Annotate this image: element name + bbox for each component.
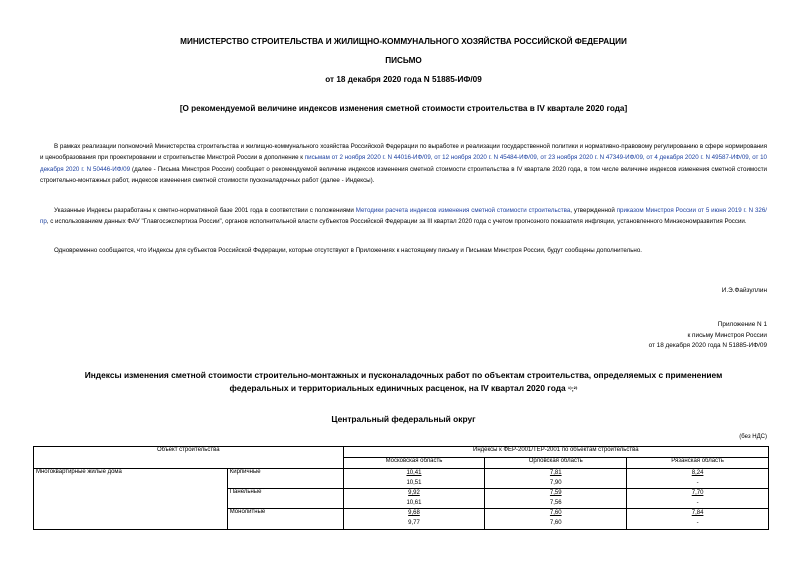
index-value: - <box>696 519 699 526</box>
value-cell <box>485 469 627 489</box>
paragraph-intro <box>40 141 767 186</box>
index-value: 7,56 <box>549 499 562 506</box>
methodology-link[interactable]: Методики расчета индексов изменения сметной стоимости строительства <box>355 207 571 214</box>
appendix-line-3: от 18 декабря 2020 года N 51885-ИФ/09 <box>648 342 767 349</box>
district-title: Центральный федеральный округ <box>331 414 476 424</box>
index-value: 7,84 <box>691 510 704 517</box>
index-value: 9,77 <box>408 519 420 526</box>
paragraph-text: (далее - Письма Минстроя России) сообщает о рекомендуемой величине индексов изменения сметной стоимости строительства в IV квартале 2020 года, в том числе величине индексов изменения сметной стоимости строительно-монтажных работ, индексов изменения сметной стоимости пусконаладочных работ (далее - Индексы). <box>40 165 767 184</box>
index-value: 9,68 <box>408 510 420 517</box>
region-ryazan: Рязанская область <box>627 458 769 469</box>
table-row <box>34 469 769 489</box>
index-table <box>33 446 769 530</box>
signature: И.Э.Файзуллин <box>721 287 767 294</box>
paragraph-text: В рамках реализации полномочий Министерства строительства и жилищно-коммунального хозяйства Российской Федерации по выработке и реализации государственной политики и нормативно-правовому регулированию в сфере нормирования и ценообразования при проектировании и строительстве Минстрой России в дополнение к <box>40 143 767 162</box>
header-object: Объект строительства <box>34 447 344 469</box>
appendix-line-1: Приложение N 1 <box>717 321 767 328</box>
value-cell <box>343 469 485 489</box>
building-type: Монолитные <box>227 509 343 529</box>
appendix-title <box>60 369 747 396</box>
order-link[interactable]: приказом Минстроя России от 5 июня 2019 г. N 326/пр <box>40 207 768 226</box>
paragraph-text: , с использованием данных ФАУ "Главгосэкспертиза России", органов исполнительной власти субъектов Российской Федерации за III квартал 2020 года с учетом прогнозного показателя инфляции, установленного Минэкономразвития России. <box>46 218 747 226</box>
paragraph-notice: Одновременно сообщается, что Индексы для субъектов Российской Федерации, которые отсутствуют в Приложениях к настоящему письму и Письмам Минстроя России, будут сообщены дополнительно. <box>54 247 643 254</box>
paragraph-text: Указанные Индексы разработаны к сметно-нормативной базе 2001 года в соответствии с положениями <box>54 207 356 214</box>
document-type: ПИСЬМО <box>385 56 422 65</box>
value-cell <box>627 489 769 509</box>
index-value: 9,92 <box>408 490 420 497</box>
value-cell <box>485 509 627 529</box>
building-type: Кирпичные <box>227 469 343 489</box>
region-orel: Орловская область <box>485 458 627 469</box>
paragraph-methodology <box>40 205 767 228</box>
building-type: Панельные <box>227 489 343 509</box>
appendix-title-text: Индексы изменения сметной стоимости строительно-монтажных и пусконаладочных работ по объектам строительства, определяемых с применением федеральных и территориальных единичных расценок, на IV квартал 2020 года <box>84 370 723 393</box>
document-subject: [О рекомендуемой величине индексов изменения сметной стоимости строительства в IV квартале 2020 года] <box>179 104 628 113</box>
index-value: - <box>696 479 699 486</box>
index-value: 10,41 <box>406 470 422 476</box>
object-name: Многоквартирные жилые дома <box>34 469 228 530</box>
index-value: 7,60 <box>549 510 562 517</box>
value-cell <box>485 489 627 509</box>
index-value: 8,24 <box>691 470 704 476</box>
value-cell <box>627 469 769 489</box>
value-cell <box>343 509 485 529</box>
paragraph-text: , утвержденной <box>570 207 617 214</box>
header-indexes: Индексы к ФЕР-2001/ТЕР-2001 по объектам строительства <box>343 447 768 458</box>
vat-note: (без НДС) <box>739 434 767 440</box>
appendix-reference <box>500 320 767 352</box>
value-cell <box>343 489 485 509</box>
index-value: 7,70 <box>691 490 704 497</box>
ministry-title: МИНИСТЕРСТВО СТРОИТЕЛЬСТВА И ЖИЛИЩНО-КОММУНАЛЬНОГО ХОЗЯЙСТВА РОССИЙСКОЙ ФЕДЕРАЦИИ <box>180 37 627 46</box>
index-value: 10,51 <box>406 479 422 486</box>
appendix-line-2: к письму Минстроя России <box>687 331 767 339</box>
region-moscow: Московская область <box>343 458 485 469</box>
document-date-number: от 18 декабря 2020 года N 51885-ИФ/09 <box>325 75 482 84</box>
index-value: 7,59 <box>549 490 562 497</box>
index-value: 7,90 <box>549 479 562 486</box>
table-header-row <box>34 447 769 458</box>
index-value: 10,61 <box>406 499 422 506</box>
index-value: 7,81 <box>549 470 562 476</box>
footnote-marks[interactable]: ¹⁾;²⁾ <box>568 386 578 393</box>
index-value: 7,60 <box>549 519 562 526</box>
letters-link[interactable]: письмам от 2 ноября 2020 г. N 44016-ИФ/09, от 12 ноября 2020 г. N 45484-ИФ/09, от 23 ноября 2020 г. N 47349-ИФ/09, от 4 декабря 2020 г. N 49587-ИФ/09, от 10 декабря 2020 г. N 50446-ИФ/09 <box>40 154 767 173</box>
value-cell <box>627 509 769 529</box>
index-value: - <box>696 499 699 506</box>
